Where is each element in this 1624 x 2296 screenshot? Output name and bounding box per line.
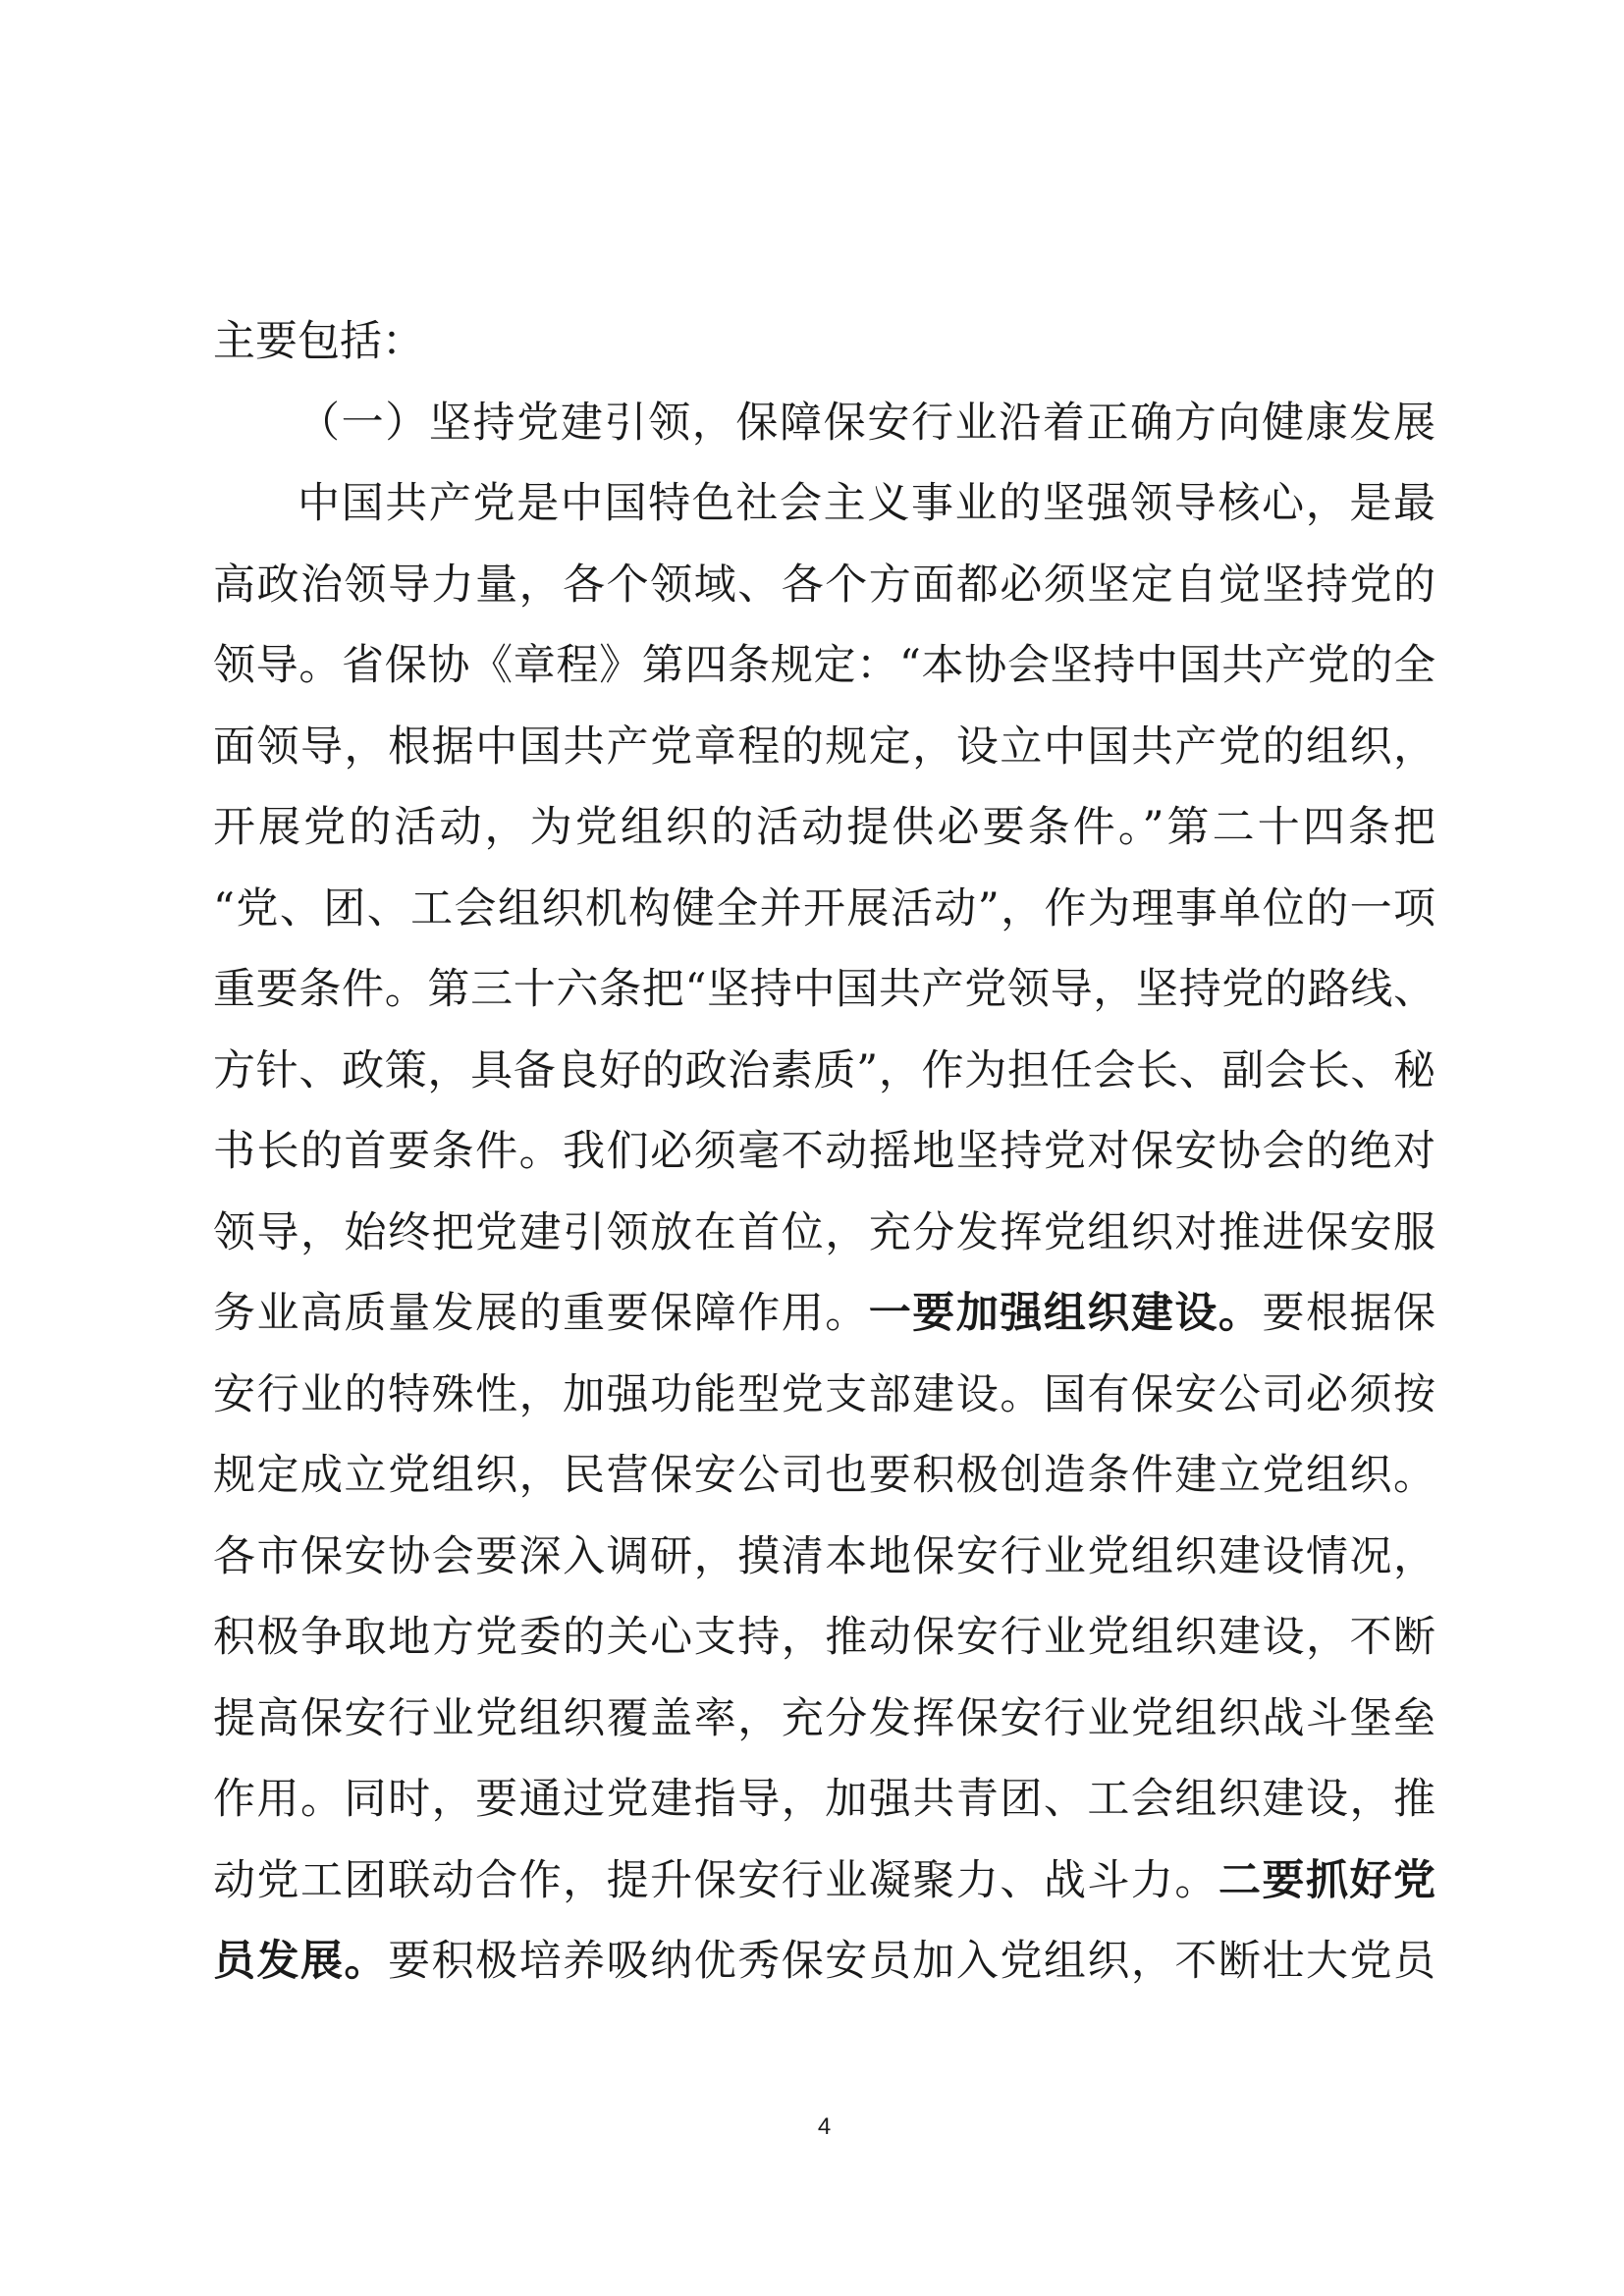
body-line — [213, 1921, 1435, 2002]
body-line — [213, 1273, 1435, 1355]
body-line: “党、团、工会组织机构健全并开展活动”，作为理事单位的一项 — [213, 883, 1435, 934]
body-line: 提高保安行业党组织覆盖率，充分发挥保安行业党组织战斗堡垒 — [213, 1693, 1435, 1743]
intro-text: 主要包括： — [213, 317, 424, 366]
body-paragraph — [213, 463, 1435, 2002]
body-line: 中国共产党是中国特色社会主义事业的坚强领导核心，是最 — [298, 479, 1435, 528]
page-number: 4 — [817, 2113, 832, 2140]
body-line: 作用。同时，要通过党建指导，加强共青团、工会组织建设，推 — [213, 1775, 1435, 1824]
body-text: 务业高质量发展的重要保障作用。 — [213, 1289, 869, 1338]
body-line: 各市保安协会要深入调研，摸清本地保安行业党组织建设情况， — [213, 1531, 1435, 1581]
body-line: 书长的首要条件。我们必须毫不动摇地坚持党对保安协会的绝对 — [213, 1127, 1435, 1176]
body-line: 方针、政策，具备良好的政治素质”，作为担任会长、副会长、秘 — [213, 1045, 1435, 1095]
document-body — [213, 301, 1435, 2002]
body-line: 高政治领导力量，各个领域、各个方面都必须坚定自觉坚持党的 — [213, 560, 1435, 610]
body-line: 领导，始终把党建引领放在首位，充分发挥党组织对推进保安服 — [213, 1207, 1435, 1257]
emphasis-text: 二要抓好党 — [1218, 1855, 1436, 1905]
body-text: 动党工团联动合作，提升保安行业凝聚力、战斗力。 — [213, 1855, 1218, 1905]
section-heading: （一）坚持党建引领，保障保安行业沿着正确方向健康发展 — [298, 398, 1435, 448]
emphasis-text: 一要加强组织建设。 — [868, 1289, 1263, 1338]
body-line — [213, 1841, 1435, 1922]
body-text: 要积极培养吸纳优秀保安员加入党组织，不断壮大党员 — [388, 1937, 1436, 1986]
body-line: 规定成立党组织，民营保安公司也要积极创造条件建立党组织。 — [213, 1451, 1435, 1500]
emphasis-text: 员发展。 — [213, 1937, 389, 1986]
body-line: 面领导，根据中国共产党章程的规定，设立中国共产党的组织， — [213, 721, 1435, 772]
body-line: 积极争取地方党委的关心支持，推动保安行业党组织建设，不断 — [213, 1613, 1435, 1662]
body-line: 安行业的特殊性，加强功能型党支部建设。国有保安公司必须按 — [213, 1369, 1435, 1419]
body-text: 要根据保 — [1262, 1289, 1436, 1338]
body-line: 领导。省保协《章程》第四条规定：“本协会坚持中国共产党的全 — [213, 641, 1435, 690]
body-line: 开展党的活动，为党组织的活动提供必要条件。”第二十四条把 — [213, 803, 1435, 852]
body-line: 重要条件。第三十六条把“坚持中国共产党领导，坚持党的路线、 — [213, 965, 1435, 1014]
